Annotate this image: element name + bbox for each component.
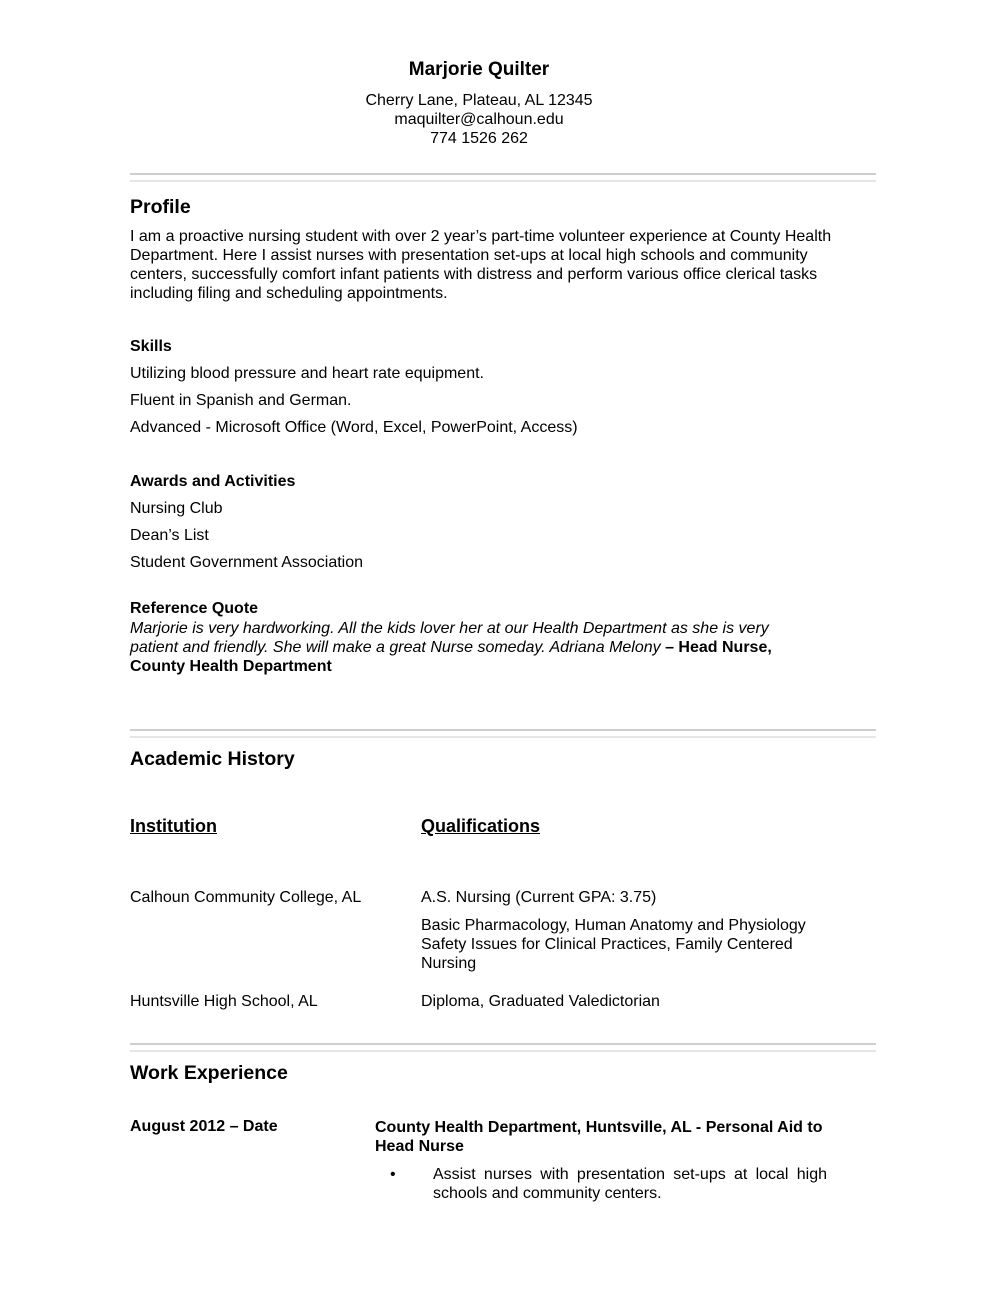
contact-email: maquilter@calhoun.edu (394, 111, 564, 128)
contact-phone: 774 1526 262 (430, 130, 528, 147)
qualification-details: Basic Pharmacology, Human Anatomy and Physiology Safety Issues for Clinical Practices, Family Centered Nursing (421, 917, 806, 972)
section-divider (130, 1043, 876, 1052)
award-item: Dean’s List (130, 527, 209, 544)
qualification: A.S. Nursing (Current GPA: 3.75) (421, 889, 657, 906)
award-item: Student Government Association (130, 554, 364, 571)
reference-heading: Reference Quote (130, 600, 259, 617)
institution-column-header: Institution (130, 816, 217, 836)
institution-name: Calhoun Community College, AL (130, 889, 362, 906)
institution-name: Huntsville High School, AL (130, 993, 318, 1010)
resume-name: Marjorie Quilter (408, 59, 550, 80)
profile-heading: Profile (130, 196, 191, 218)
skill-item: Utilizing blood pressure and heart rate equipment. (130, 365, 484, 382)
reference-quote-block (130, 619, 810, 676)
work-dates: August 2012 – Date (130, 1118, 278, 1135)
academic-heading: Academic History (130, 748, 295, 770)
reference-quote: Marjorie is very hardworking. All the kids lover her at our Health Department as she is very patient and friendly. She will make a great Nurse someday. Adriana Melony (130, 620, 769, 656)
work-title: County Health Department, Huntsville, AL - Personal Aid to Head Nurse (375, 1119, 823, 1155)
profile-text: I am a proactive nursing student with over 2 year’s part-time volunteer experience at County Health Department. Here I assist nurses with presentation set-ups at local high schools and community centers, successfully comfort infant patients with distress and perform various office clerical tasks including filing and scheduling appointments. (130, 228, 832, 302)
work-heading: Work Experience (130, 1062, 288, 1084)
reference-attribution: – Head Nurse, County Health Department (130, 639, 772, 675)
awards-heading: Awards and Activities (130, 473, 296, 490)
skill-item: Advanced - Microsoft Office (Word, Excel, PowerPoint, Access) (130, 419, 578, 436)
section-divider (130, 173, 876, 182)
qualification: Diploma, Graduated Valedictorian (421, 993, 660, 1010)
bullet-icon: • (390, 1166, 396, 1183)
work-bullet (390, 1165, 827, 1205)
bullet-text: Assist nurses with presentation set-ups at local high schools and community centers. (433, 1166, 827, 1202)
award-item: Nursing Club (130, 500, 223, 517)
section-divider (130, 729, 876, 738)
qualifications-column-header: Qualifications (421, 816, 541, 836)
contact-address: Cherry Lane, Plateau, AL 12345 (365, 92, 593, 109)
skills-heading: Skills (130, 338, 172, 355)
skill-item: Fluent in Spanish and German. (130, 392, 352, 409)
